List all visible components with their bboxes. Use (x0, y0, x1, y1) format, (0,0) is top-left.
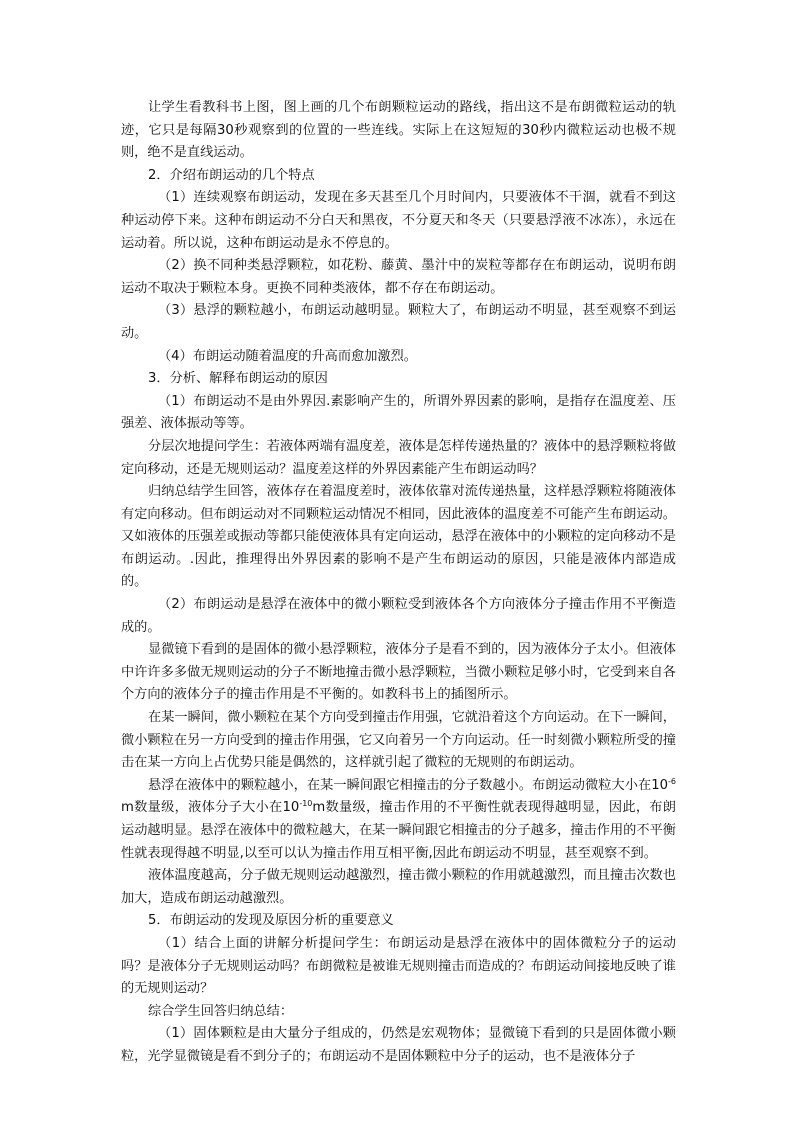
paragraph-intro: 让学生看教科书上图，图上画的几个布朗颗粒运动的路线，指出这不是布朗微粒运动的轨迹，它只是每隔30秒观察到的位置的一些连线。实际上在这短短的30秒内微粒运动也极不规则，绝不是直线运动。 (121, 100, 676, 161)
section-heading-3: 3．分析、解释布朗运动的原因 (148, 371, 328, 387)
paragraph-temperature: 液体温度越高，分子做无规则运动越激烈，撞击微小颗粒的作用就越激烈，而且撞击次数也加大，造成布朗运动越激烈。 (121, 868, 676, 906)
paragraph-size (121, 775, 676, 865)
paragraph-conclusion-heading: 综合学生回答归纳总结： (148, 1003, 294, 1019)
paragraph-questions: 分层次地提问学生：若液体两端有温度差，液体是怎样传递热量的？液体中的悬浮颗粒将做定向移动，还是无规则运动？温度差这样的外界因素能产生布朗运动吗？ (121, 438, 676, 477)
exponent-particle: -6 (668, 776, 676, 786)
section-heading-5: 5．布朗运动的发现及原因分析的重要意义 (148, 913, 394, 929)
paragraph-cause-2: （2）布朗运动是悬浮在液体中的微小颗粒受到液体各个方向液体分子撞击作用不平衡造成的。 (121, 597, 676, 635)
paragraph-feature-3: （3）悬浮的颗粒越小，布朗运动越明显。颗粒大了，布朗运动不明显，甚至观察不到运动。 (121, 303, 676, 341)
paragraph-summary: 归纳总结学生回答，液体存在着温度差时，液体依靠对流传递热量，这样悬浮颗粒将随液体有定向移动。但布朗运动对不同颗粒运动情况不相同，因此液体的温度差不可能产生布朗运动。又如液体的压强差或振动等都只能使液体具有定向运动，悬浮在液体中的小颗粒的定向移动不是布朗运动。.因此，推理得出外界因素的影响不是产生布朗运动的原因，只能是液体内部造成的。 (121, 484, 676, 590)
size-text-a: 悬浮在液体中的颗粒越小，在某一瞬间跟它相撞击的分子数越小。布朗运动微粒大小在10 (148, 777, 669, 793)
document-body (121, 97, 676, 1069)
paragraph-significance-question: （1）结合上面的讲解分析提问学生：布朗运动是悬浮在液体中的固体微粒分子的运动吗？是液体分子无规则运动吗？布朗微粒是被谁无规则撞击而造成的？布朗运动间接地反映了谁的无规则运动？ (121, 935, 676, 997)
paragraph-feature-2: （2）换不同种类悬浮颗粒，如花粉、藤黄、墨汁中的炭粒等都存在布朗运动，说明布朗运动不取决于颗粒本身。更换不同种类液体，都不存在布朗运动。 (121, 258, 676, 296)
paragraph-instant: 在某一瞬间，微小颗粒在某个方向受到撞击作用强，它就沿着这个方向运动。在下一瞬间，微小颗粒在另一方向受到的撞击作用强，它又向着另一个方向运动。任一时刻微小颗粒所受的撞击在某一方向上占优势只能是偶然的，这样就引起了微粒的无规则的布朗运动。 (121, 710, 676, 771)
section-heading-2: 2．介绍布朗运动的几个特点 (148, 167, 315, 183)
size-text-b: m数量级，液体分子大小在10 (121, 800, 300, 816)
paragraph-feature-4: （4）布朗运动随着温度的升高而愈加激烈。 (158, 348, 417, 364)
size-text-c: m数量级，撞击作用的不平衡性就表现得越明显，因此，布朗运动越明显。悬浮在液体中的微粒越大，在某一瞬间跟它相撞击的分子越多，撞击作用的不平衡性就表现得越不明显,以至可以认为撞击作用互相平衡,因此布朗运动不明显，甚至观察不到。 (121, 800, 676, 861)
paragraph-conclusion-1: （1）固体颗粒是由大量分子组成的，仍然是宏观物体；显微镜下看到的只是固体微小颗粒，光学显微镜是看不到分子的；布朗运动不是固体颗粒中分子的运动，也不是液体分子 (121, 1026, 676, 1064)
paragraph-microscope: 显微镜下看到的是固体的微小悬浮颗粒，液体分子是看不到的，因为液体分子太小。但液体中许许多多做无规则运动的分子不断地撞击微小悬浮颗粒，当微小颗粒足够小时，它受到来自各个方向的液体分子的撞击作用是不平衡的。如教科书上的插图所示。 (121, 642, 676, 703)
paragraph-feature-1: （1）连续观察布朗运动，发现在多天甚至几个月时间内，只要液体不干涸，就看不到这种运动停下来。这种布朗运动不分白天和黑夜，不分夏天和冬天（只要悬浮液不冰冻），永远在运动着。所以说，这种布朗运动是永不停息的。 (121, 190, 676, 251)
paragraph-cause-1: （1）布朗运动不是由外界因.素影响产生的，所谓外界因素的影响，是指存在温度差、压强差、液体振动等等。 (121, 393, 676, 432)
exponent-molecule: -10 (299, 799, 313, 809)
